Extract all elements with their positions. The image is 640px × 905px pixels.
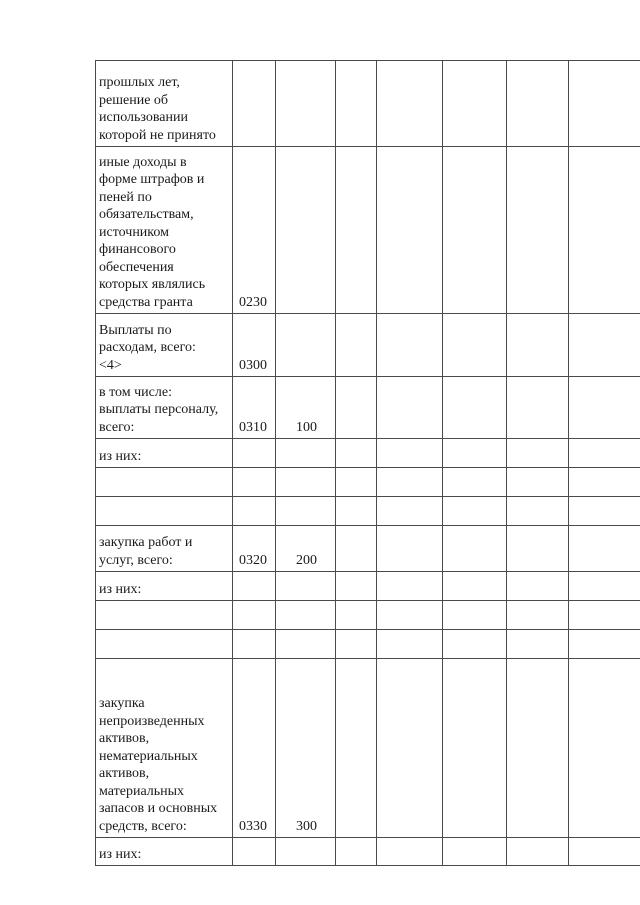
value-cell: [336, 439, 377, 468]
row-description: в том числе: выплаты персоналу, всего:: [96, 377, 233, 439]
value-cell: [569, 659, 640, 838]
value-cell: [507, 439, 569, 468]
row-line-code: [233, 601, 276, 630]
value-cell: [507, 838, 569, 866]
value-cell: [377, 630, 443, 659]
value-cell: [507, 377, 569, 439]
row-kbk-code: 200: [276, 526, 336, 572]
table-row: [96, 497, 640, 526]
value-cell: [569, 147, 640, 314]
value-cell: [569, 439, 640, 468]
value-cell: [569, 497, 640, 526]
row-kbk-code: [276, 601, 336, 630]
value-cell: [377, 526, 443, 572]
value-cell: [443, 630, 507, 659]
value-cell: [336, 468, 377, 497]
value-cell: [443, 314, 507, 377]
row-kbk-code: 100: [276, 377, 336, 439]
value-cell: [377, 439, 443, 468]
value-cell: [569, 630, 640, 659]
value-cell: [336, 572, 377, 601]
table-row: [96, 659, 640, 838]
value-cell: [507, 601, 569, 630]
value-cell: [507, 572, 569, 601]
row-description: из них:: [96, 838, 233, 866]
value-cell: [377, 497, 443, 526]
row-description: из них:: [96, 439, 233, 468]
row-kbk-code: [276, 147, 336, 314]
row-description: иные доходы в форме штрафов и пеней по обязательствам, источником финансового обеспечения которых являлись средства гранта: [96, 147, 233, 314]
value-cell: [336, 314, 377, 377]
table-row: [96, 377, 640, 439]
row-description: [96, 468, 233, 497]
row-description: [96, 630, 233, 659]
value-cell: [336, 61, 377, 147]
table-row: [96, 468, 640, 497]
row-kbk-code: [276, 497, 336, 526]
value-cell: [336, 147, 377, 314]
row-description: из них:: [96, 572, 233, 601]
value-cell: [507, 659, 569, 838]
row-line-code: 0310: [233, 377, 276, 439]
row-description: прошлых лет, решение об использовании которой не принято: [96, 61, 233, 147]
row-line-code: [233, 468, 276, 497]
value-cell: [507, 526, 569, 572]
value-cell: [377, 838, 443, 866]
row-kbk-code: [276, 439, 336, 468]
table-row: [96, 439, 640, 468]
value-cell: [507, 497, 569, 526]
value-cell: [443, 526, 507, 572]
value-cell: [569, 838, 640, 866]
row-description: Выплаты по расходам, всего: <4>: [96, 314, 233, 377]
row-line-code: 0320: [233, 526, 276, 572]
value-cell: [569, 572, 640, 601]
table-row: [96, 314, 640, 377]
value-cell: [507, 147, 569, 314]
value-cell: [377, 601, 443, 630]
value-cell: [336, 526, 377, 572]
value-cell: [443, 497, 507, 526]
value-cell: [336, 497, 377, 526]
value-cell: [569, 377, 640, 439]
value-cell: [569, 526, 640, 572]
value-cell: [336, 659, 377, 838]
row-line-code: 0300: [233, 314, 276, 377]
table-row: [96, 526, 640, 572]
row-description: [96, 601, 233, 630]
value-cell: [443, 572, 507, 601]
value-cell: [443, 377, 507, 439]
row-kbk-code: [276, 838, 336, 866]
row-line-code: [233, 838, 276, 866]
value-cell: [507, 61, 569, 147]
value-cell: [377, 659, 443, 838]
value-cell: [377, 572, 443, 601]
row-kbk-code: [276, 61, 336, 147]
value-cell: [569, 601, 640, 630]
row-kbk-code: [276, 630, 336, 659]
table-row: [96, 572, 640, 601]
value-cell: [443, 61, 507, 147]
value-cell: [336, 838, 377, 866]
row-kbk-code: 300: [276, 659, 336, 838]
row-kbk-code: [276, 468, 336, 497]
value-cell: [336, 601, 377, 630]
value-cell: [377, 61, 443, 147]
row-line-code: [233, 630, 276, 659]
value-cell: [377, 147, 443, 314]
value-cell: [443, 838, 507, 866]
value-cell: [443, 468, 507, 497]
value-cell: [443, 439, 507, 468]
value-cell: [507, 314, 569, 377]
row-description: закупка работ и услуг, всего:: [96, 526, 233, 572]
row-line-code: [233, 439, 276, 468]
value-cell: [507, 468, 569, 497]
value-cell: [377, 314, 443, 377]
row-line-code: 0330: [233, 659, 276, 838]
value-cell: [443, 659, 507, 838]
value-cell: [569, 314, 640, 377]
value-cell: [336, 377, 377, 439]
row-line-code: 0230: [233, 147, 276, 314]
table-row: [96, 838, 640, 866]
row-line-code: [233, 497, 276, 526]
value-cell: [507, 630, 569, 659]
value-cell: [569, 61, 640, 147]
financial-table: [95, 60, 640, 866]
table-row: [96, 147, 640, 314]
value-cell: [336, 630, 377, 659]
row-line-code: [233, 61, 276, 147]
row-description: [96, 497, 233, 526]
value-cell: [443, 601, 507, 630]
value-cell: [443, 147, 507, 314]
row-description: закупка непроизведенных активов, нематериальных активов, материальных запасов и основных средств, всего:: [96, 659, 233, 838]
table-row: [96, 61, 640, 147]
value-cell: [377, 377, 443, 439]
row-kbk-code: [276, 572, 336, 601]
table-row: [96, 601, 640, 630]
row-line-code: [233, 572, 276, 601]
row-kbk-code: [276, 314, 336, 377]
value-cell: [569, 468, 640, 497]
table-row: [96, 630, 640, 659]
value-cell: [377, 468, 443, 497]
